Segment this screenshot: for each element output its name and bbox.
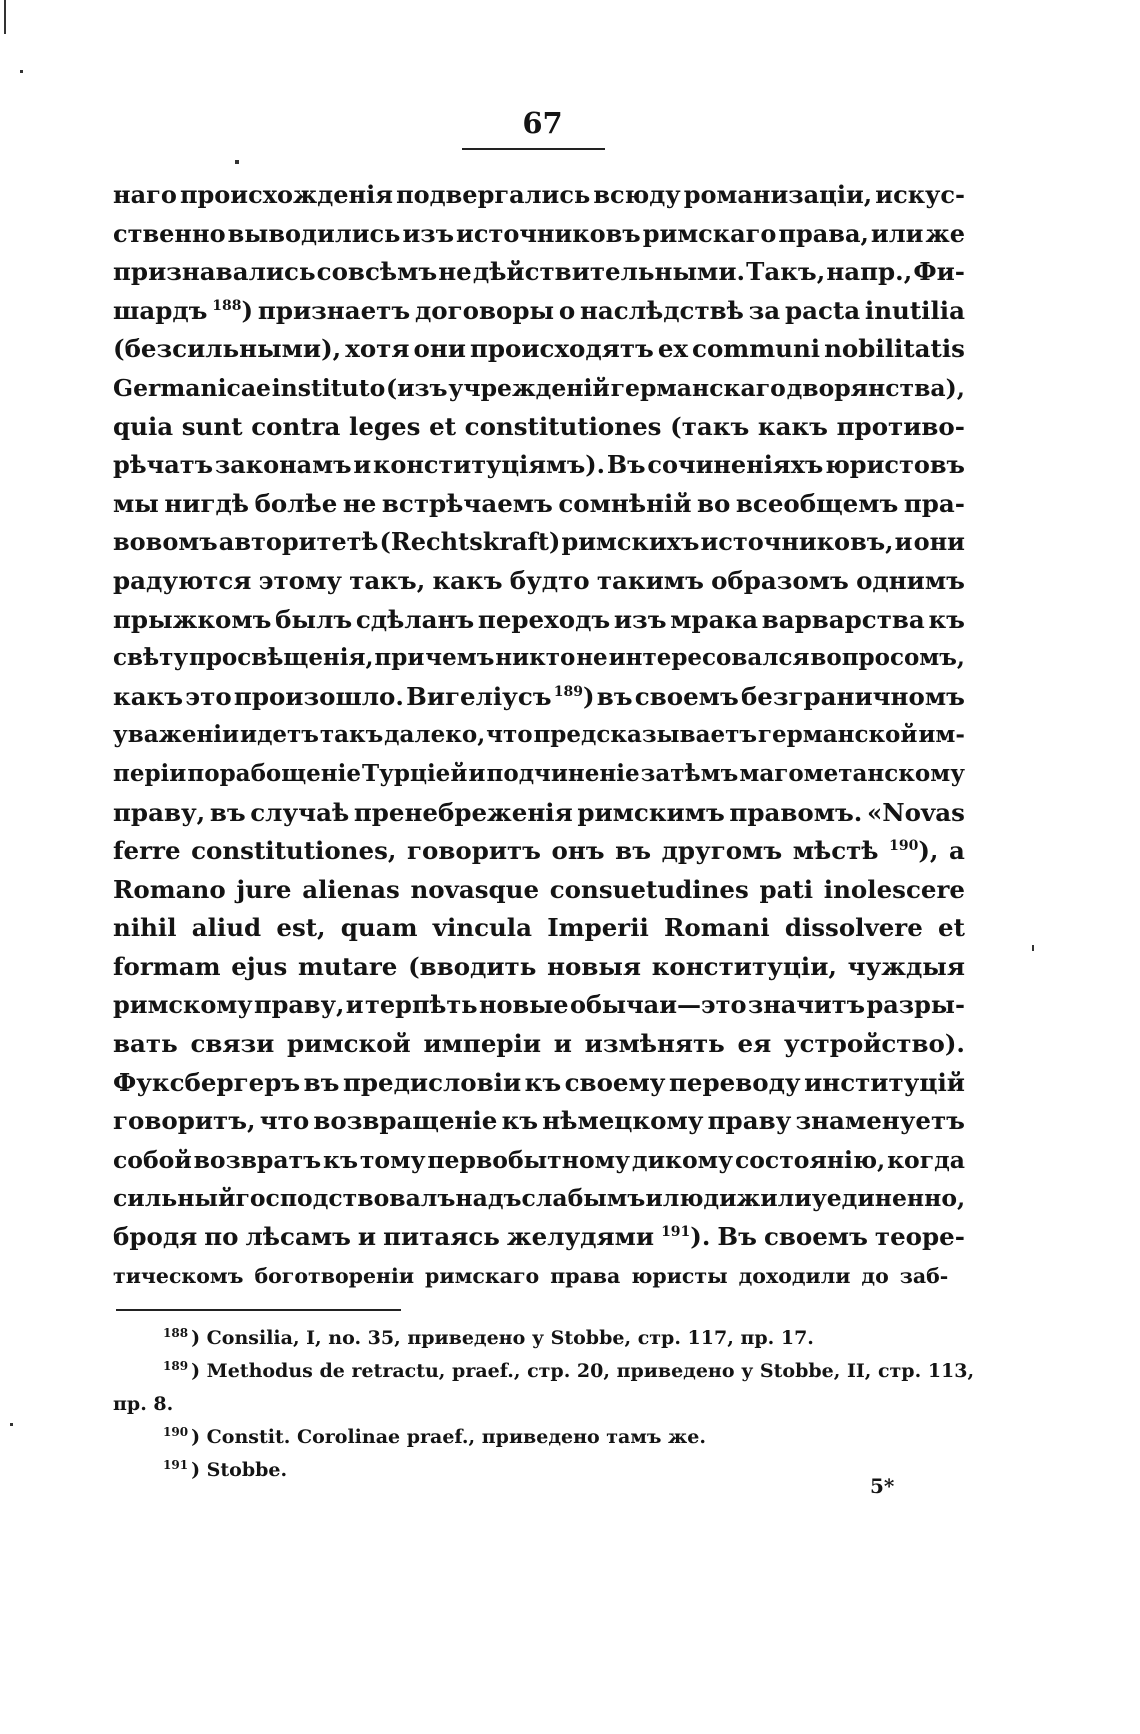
word: это — [185, 681, 232, 711]
word: изъ — [402, 218, 455, 248]
word: a — [949, 836, 965, 866]
word: и — [345, 990, 364, 1020]
word: германской — [757, 721, 918, 749]
word: законамъ — [214, 450, 352, 480]
word: aliud — [191, 913, 262, 943]
text-line — [113, 369, 965, 408]
word — [554, 678, 595, 717]
word: связи — [190, 1029, 275, 1059]
word: ex — [657, 334, 689, 364]
word: чуждыя — [847, 951, 965, 981]
word: новыя — [547, 951, 642, 981]
word: и — [894, 527, 913, 557]
footnote-ref: 188 — [212, 297, 242, 314]
word: признаетъ — [257, 295, 411, 325]
footnote-text: Stobbe. — [206, 1459, 288, 1481]
text-line — [113, 871, 965, 910]
word: же — [925, 218, 965, 248]
word: интересовался — [608, 644, 810, 672]
word: шардъ — [113, 295, 208, 325]
word: жили — [736, 1184, 812, 1213]
word: возвращеніе — [313, 1106, 498, 1136]
word: nihil — [113, 913, 177, 943]
word: jure — [236, 874, 292, 904]
word: другомъ — [661, 836, 783, 866]
text-line — [113, 1218, 965, 1257]
word: къ — [501, 1106, 539, 1136]
word: теоре- — [874, 1222, 965, 1252]
word: quam — [340, 913, 418, 943]
footnote-ref-suffix: ) — [241, 295, 254, 325]
word: будто — [509, 565, 590, 595]
text-line — [113, 832, 965, 871]
word: идетъ — [240, 721, 319, 749]
word: (безсильными), — [113, 334, 342, 364]
word: по — [204, 1222, 239, 1252]
word: alienas — [302, 874, 400, 904]
word: какъ — [757, 411, 828, 441]
word: Romani — [664, 913, 770, 943]
word: источниковъ, — [700, 527, 894, 557]
word: когда — [887, 1145, 965, 1174]
word: quia — [113, 411, 174, 441]
word: сдѣланъ — [355, 604, 475, 634]
word: совсѣмъ — [316, 257, 438, 287]
word: къ — [524, 1067, 562, 1097]
word: произошло. — [233, 681, 404, 711]
text-line — [113, 408, 965, 447]
word: inolescere — [823, 874, 965, 904]
word: inutilia — [864, 295, 965, 325]
word: юристы — [631, 1263, 728, 1288]
word: изъ — [613, 604, 667, 634]
text-line — [113, 948, 965, 987]
word: вать — [113, 1029, 178, 1059]
text-line — [113, 639, 965, 678]
footnote-paren: ) — [191, 1426, 207, 1448]
word: подчиненіе — [486, 759, 640, 787]
word: не — [576, 644, 608, 672]
footnote-number: 191 — [163, 1457, 189, 1472]
word: ejus — [231, 951, 288, 981]
footnote — [113, 1355, 975, 1388]
word: своему — [564, 1067, 666, 1097]
word: подвергались — [396, 180, 591, 209]
word: авторитетѣ — [218, 527, 379, 557]
word: правомъ. — [729, 797, 863, 827]
word: люди — [662, 1184, 737, 1213]
word: что — [486, 721, 533, 749]
word: къ — [928, 604, 965, 634]
word: nobilitatis — [824, 334, 965, 364]
word: доходили — [738, 1263, 851, 1288]
word: говоритъ — [406, 836, 541, 866]
word: ственно — [113, 218, 226, 248]
word — [661, 1218, 710, 1257]
text-line — [113, 1141, 965, 1180]
word: такъ — [319, 721, 384, 749]
footnote-ref: 191 — [661, 1223, 691, 1240]
word: онъ — [551, 836, 605, 866]
word: всюду — [593, 180, 681, 209]
word: учрежденій — [448, 373, 610, 402]
word: значитъ — [747, 990, 866, 1020]
word: Вигеліусъ — [406, 681, 552, 711]
word: болѣе — [254, 488, 338, 518]
word: образомъ — [711, 565, 849, 595]
word: et — [938, 913, 965, 943]
word: Фи- — [913, 257, 965, 287]
word: первобытному — [427, 1145, 631, 1174]
word: за — [748, 295, 781, 325]
scan-speck — [4, 0, 6, 34]
word: какъ — [432, 565, 503, 595]
footnote — [113, 1322, 965, 1355]
word: никто — [495, 644, 576, 672]
word: нигдѣ — [164, 488, 250, 518]
footnotes — [113, 1322, 975, 1487]
footnote-text: Consilia, I, no. 35, приведено у Stobbe, стр. 117, пр. 17. — [206, 1327, 814, 1349]
word: не — [438, 257, 472, 287]
word: надъ — [455, 1184, 522, 1213]
text-line — [113, 215, 965, 254]
scan-speck — [1032, 945, 1034, 951]
word: противо- — [836, 411, 965, 441]
word: переходъ — [477, 604, 611, 634]
word: далеко, — [384, 721, 486, 749]
word: свѣту — [113, 644, 189, 672]
text-line — [113, 485, 965, 524]
text-line — [113, 678, 965, 717]
word: ея — [737, 1029, 772, 1059]
text-line — [113, 176, 965, 215]
page-number: 67 — [522, 106, 563, 140]
scan-speck — [235, 160, 239, 164]
word: пренебреженія — [353, 797, 573, 827]
word: сочиненіяхъ — [647, 450, 824, 480]
word: contra — [251, 411, 341, 441]
footnote — [113, 1454, 965, 1487]
word: питаясь — [383, 1222, 500, 1252]
text-line — [113, 1025, 965, 1064]
word: сомнѣній — [558, 488, 692, 518]
word: предисловіи — [342, 1067, 522, 1097]
word: рѣчатъ — [113, 450, 214, 480]
word: права — [550, 1263, 621, 1288]
word: и — [553, 1029, 572, 1059]
scan-speck — [20, 70, 23, 73]
word: устройство). — [783, 1029, 965, 1059]
word: formam — [113, 951, 221, 981]
word: новые — [478, 990, 569, 1020]
text-line — [113, 1102, 965, 1141]
text-line — [113, 909, 965, 948]
word: мѣстѣ — [792, 836, 879, 866]
word: дѣйствительными. — [472, 257, 746, 287]
word: договоры — [414, 295, 555, 325]
word: прыжкомъ — [113, 604, 272, 634]
word: слабымъ — [521, 1184, 646, 1213]
word: періи — [113, 759, 187, 787]
footnote-number: 188 — [163, 1325, 189, 1340]
footnote-paren: ) — [191, 1459, 207, 1481]
word: Въ — [717, 1222, 757, 1252]
word: и — [353, 450, 372, 480]
word: дворянства), — [786, 373, 965, 402]
text-line — [113, 716, 965, 755]
text-line — [113, 253, 965, 292]
word: знаменуетъ — [795, 1106, 965, 1136]
word: Такъ, — [746, 257, 826, 287]
word: римской — [287, 1029, 411, 1059]
word: искус- — [875, 180, 965, 209]
footnote-ref-suffix: ), — [918, 836, 939, 866]
word: римскихъ — [561, 527, 700, 557]
word: своемъ — [634, 681, 739, 711]
word: признавались — [113, 257, 316, 287]
word: novasque — [410, 874, 540, 904]
word: instituto — [271, 373, 386, 402]
word: лѣсамъ — [245, 1222, 351, 1252]
word: желудями — [506, 1222, 655, 1252]
word: не — [342, 488, 377, 518]
word — [889, 832, 938, 871]
word: заб- — [899, 1263, 949, 1288]
word: переводу — [668, 1067, 801, 1097]
word: права, — [778, 218, 869, 248]
word: этому — [258, 565, 342, 595]
word: о — [558, 295, 576, 325]
word: тому — [359, 1145, 426, 1174]
word: магометанскому — [739, 759, 965, 787]
word: et — [429, 411, 457, 441]
word: предсказываетъ — [533, 721, 758, 749]
text-line — [113, 292, 965, 331]
word: sunt — [181, 411, 243, 441]
footnote — [113, 1421, 965, 1454]
word: возвратъ — [193, 1145, 322, 1174]
text-line — [113, 1257, 965, 1296]
word: конституціямъ). — [373, 450, 605, 480]
footnote-ref-suffix: ). — [690, 1222, 711, 1252]
word: они — [413, 334, 466, 364]
footnote-separator — [116, 1309, 401, 1311]
text-line — [113, 755, 965, 794]
word: consuetudines — [549, 874, 749, 904]
word: и — [468, 759, 486, 787]
word: случаѣ — [250, 797, 350, 827]
word: что — [259, 1106, 310, 1136]
word: pacta — [784, 295, 861, 325]
word: такъ, — [349, 565, 426, 595]
word: пра- — [903, 488, 965, 518]
word: такимъ — [596, 565, 704, 595]
word: институцій — [804, 1067, 965, 1097]
word: господствовалъ — [235, 1184, 456, 1213]
footnote-number: 189 — [163, 1358, 189, 1373]
word: Imperii — [547, 913, 649, 943]
word: источниковъ — [456, 218, 641, 248]
word: конституціи, — [651, 951, 837, 981]
word: мрака — [670, 604, 759, 634]
text-line — [113, 446, 965, 485]
word: имперіи — [423, 1029, 542, 1059]
text-line — [113, 1179, 965, 1218]
word: терпѣть — [365, 990, 478, 1020]
footnote-ref: 190 — [889, 837, 919, 854]
word: происхожденія — [179, 180, 393, 209]
footnote-number: 190 — [163, 1424, 189, 1439]
word: разры- — [866, 990, 965, 1020]
word: Romano — [113, 874, 226, 904]
word: праву, — [113, 797, 206, 827]
page-number-rule — [462, 148, 605, 150]
word: communi — [692, 334, 821, 364]
word: Въ — [606, 450, 646, 480]
word: праву — [707, 1106, 792, 1136]
word: ferre — [113, 836, 181, 866]
word: былъ — [275, 604, 353, 634]
word: въ — [303, 1067, 340, 1097]
word: (вводить — [408, 951, 537, 981]
word: наго — [113, 180, 177, 209]
word: затѣмъ — [640, 759, 739, 787]
word: leges — [349, 411, 421, 441]
word: праву, — [254, 990, 345, 1020]
word: mutare — [297, 951, 398, 981]
word: въ — [615, 836, 651, 866]
word: боготвореніи — [254, 1263, 415, 1288]
footnote — [113, 1388, 965, 1421]
word: собой — [113, 1145, 192, 1174]
word: или — [870, 218, 924, 248]
word: во — [697, 488, 731, 518]
word: всеобщемъ — [735, 488, 899, 518]
word: «Novas — [866, 797, 965, 827]
word: и — [645, 1184, 663, 1213]
word: до — [861, 1263, 889, 1288]
word: безграничномъ — [740, 681, 965, 711]
word: говоритъ, — [113, 1106, 256, 1136]
word: сильный — [113, 1184, 236, 1213]
word: (такъ — [670, 411, 750, 441]
word: (изъ — [386, 373, 448, 402]
word: обычаи—это — [570, 990, 747, 1020]
word: pati — [759, 874, 814, 904]
footnote-paren: ) — [191, 1360, 207, 1382]
text-line — [113, 1064, 965, 1103]
word: Germanicae — [113, 373, 271, 402]
word: какъ — [113, 681, 184, 711]
word: римскимъ — [577, 797, 725, 827]
word: римскаго — [425, 1263, 540, 1288]
word: vincula — [432, 913, 532, 943]
word: уваженіи — [113, 721, 240, 749]
footnote-text: Constit. Corolinae praef., приведено тамъ же. — [206, 1426, 706, 1448]
word: чемъ — [425, 644, 495, 672]
word: нѣмецкому — [542, 1106, 704, 1136]
word: Турціей — [362, 759, 468, 787]
word: состоянію, — [734, 1145, 886, 1174]
word: германскаго — [610, 373, 786, 402]
word: дикому — [631, 1145, 734, 1174]
text-line — [113, 794, 965, 833]
word: мы — [113, 488, 159, 518]
text-line — [113, 330, 965, 369]
word: измѣнять — [584, 1029, 725, 1059]
footnote-ref-suffix: ) — [583, 681, 595, 711]
word: варварства — [761, 604, 925, 634]
word: они — [913, 527, 965, 557]
word: происходятъ — [469, 334, 654, 364]
word: просвѣщенія, — [189, 644, 374, 672]
word: наслѣдствѣ — [579, 295, 744, 325]
word: къ — [323, 1145, 358, 1174]
word: напр., — [826, 257, 913, 287]
word: встрѣчаемъ — [381, 488, 553, 518]
text-line — [113, 523, 965, 562]
word: Фуксбергеръ — [113, 1067, 301, 1097]
footnote-text: пр. 8. — [113, 1393, 174, 1415]
word — [212, 292, 253, 331]
signature-mark: 5* — [870, 1474, 895, 1498]
word: и — [357, 1222, 377, 1252]
word: тическомъ — [113, 1263, 244, 1288]
word: при — [374, 644, 425, 672]
word: въ — [209, 797, 246, 827]
text-line — [113, 562, 965, 601]
word: хотя — [345, 334, 410, 364]
word: уединенно, — [811, 1184, 966, 1213]
word: выводились — [227, 218, 401, 248]
word: constitutiones, — [191, 836, 397, 866]
footnote-text: Methodus de retractu, praef., стр. 20, приведено у Stobbe, II, стр. 113, — [206, 1360, 975, 1382]
word: радуются — [113, 565, 252, 595]
word: римскому — [113, 990, 253, 1020]
word: порабощеніе — [187, 759, 361, 787]
word: constitutiones — [464, 411, 662, 441]
word: своемъ — [763, 1222, 868, 1252]
text-line — [113, 986, 965, 1025]
word: вовомъ — [113, 527, 218, 557]
word: бродя — [113, 1222, 198, 1252]
word: однимъ — [856, 565, 965, 595]
word: им- — [918, 721, 965, 749]
footnote-paren: ) — [191, 1327, 207, 1349]
scan-speck — [10, 1423, 13, 1426]
word: юристовъ — [825, 450, 965, 480]
body-text — [113, 176, 965, 1295]
word: est, — [276, 913, 326, 943]
word: въ — [596, 681, 633, 711]
footnote-ref: 189 — [553, 683, 583, 700]
word: вопросомъ, — [810, 644, 965, 672]
word: романизаціи, — [683, 180, 873, 209]
word: (Rechtskraft) — [379, 527, 561, 557]
word: dissolvere — [784, 913, 923, 943]
text-line — [113, 601, 965, 640]
word: римскаго — [642, 218, 777, 248]
